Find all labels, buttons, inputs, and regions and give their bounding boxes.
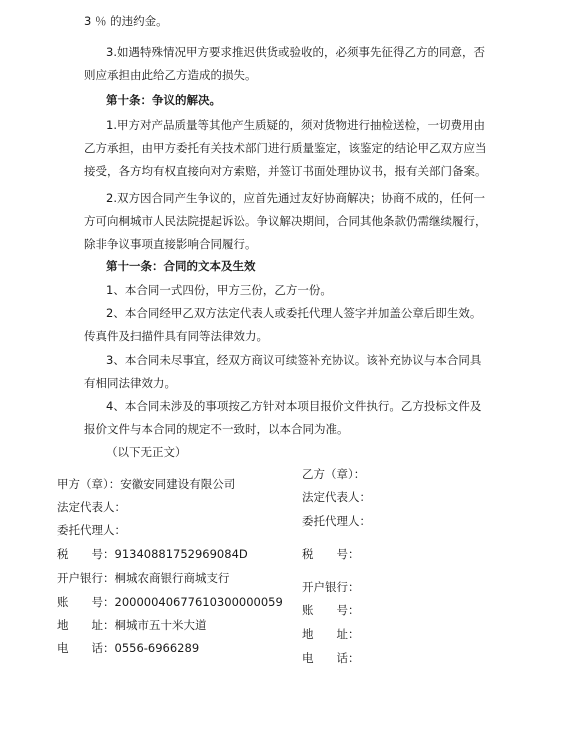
paragraph-line: 除非争议事项直接影响合同履行。 [84,237,257,251]
party-b-tax-id: 税 号： [302,547,360,561]
paragraph-line: 1、本合同一式四份，甲方三份，乙方一份。 [106,283,332,297]
party-a-phone: 电 话：0556-6966289 [57,641,200,655]
party-b-agent: 委托代理人： [302,514,371,528]
paragraph-line: 4、本合同未涉及的事项按乙方针对本项目报价文件执行。乙方投标文件及 [106,399,482,413]
party-b-address: 地 址： [302,627,360,641]
party-b-name: 乙方（章）： [302,467,366,481]
party-a-address: 地 址：桐城市五十米大道 [57,618,207,632]
paragraph-line: 方可向桐城市人民法院提起诉讼。争议解决期间，合同其他条款仍需继续履行， [84,214,487,228]
section-heading: 第十一条：合同的文本及生效 [106,259,256,273]
end-of-text-note: （以下无正文） [106,445,187,459]
paragraph-line: 2、本合同经甲乙双方法定代表人或委托代理人签字并加盖公章后即生效。 [106,306,482,320]
paragraph-line: 3、本合同未尽事宜，经双方商议可续签补充协议。该补充协议与本合同具 [106,353,482,367]
paragraph-line: 则应承担由此给乙方造成的损失。 [84,68,257,82]
paragraph-line: 3 ％ 的违约金。 [84,14,168,28]
party-b-phone: 电 话： [302,651,360,665]
paragraph-line: 1.甲方对产品质量等其他产生质疑的，须对货物进行抽检送检，一切费用由 [106,118,485,132]
party-a-account: 账 号：20000040677610300000059 [57,595,283,609]
party-a-bank: 开户银行：桐城农商银行商城支行 [57,571,230,585]
paragraph-line: 接受，各方均有权直接向对方索赔，并签订书面处理协议书，报有关部门备案。 [84,164,487,178]
section-heading: 第十条：争议的解决。 [106,93,221,107]
party-b-legal-rep: 法定代表人： [302,490,371,504]
paragraph-line: 传真件及扫描件具有同等法律效力。 [84,329,268,343]
party-a-agent: 委托代理人： [57,523,126,537]
paragraph-line: 2.双方因合同产生争议的，应首先通过友好协商解决；协商不成的，任何一 [106,191,485,205]
party-b-account: 账 号： [302,603,360,617]
party-a-legal-rep: 法定代表人： [57,500,126,514]
paragraph-line: 有相同法律效力。 [84,376,176,390]
party-a-name: 甲方（章）：安徽安同建设有限公司 [57,477,236,491]
party-a-tax-id: 税 号：91340881752969084D [57,547,248,561]
party-b-bank: 开户银行： [302,580,360,594]
paragraph-line: 报价文件与本合同的规定不一致时，以本合同为准。 [84,422,349,436]
paragraph-line: 3.如遇特殊情况甲方要求推迟供货或验收的，必须事先征得乙方的同意，否 [106,45,485,59]
paragraph-line: 乙方承担，由甲方委托有关技术部门进行质量鉴定，该鉴定的结论甲乙双方应当 [84,141,487,155]
